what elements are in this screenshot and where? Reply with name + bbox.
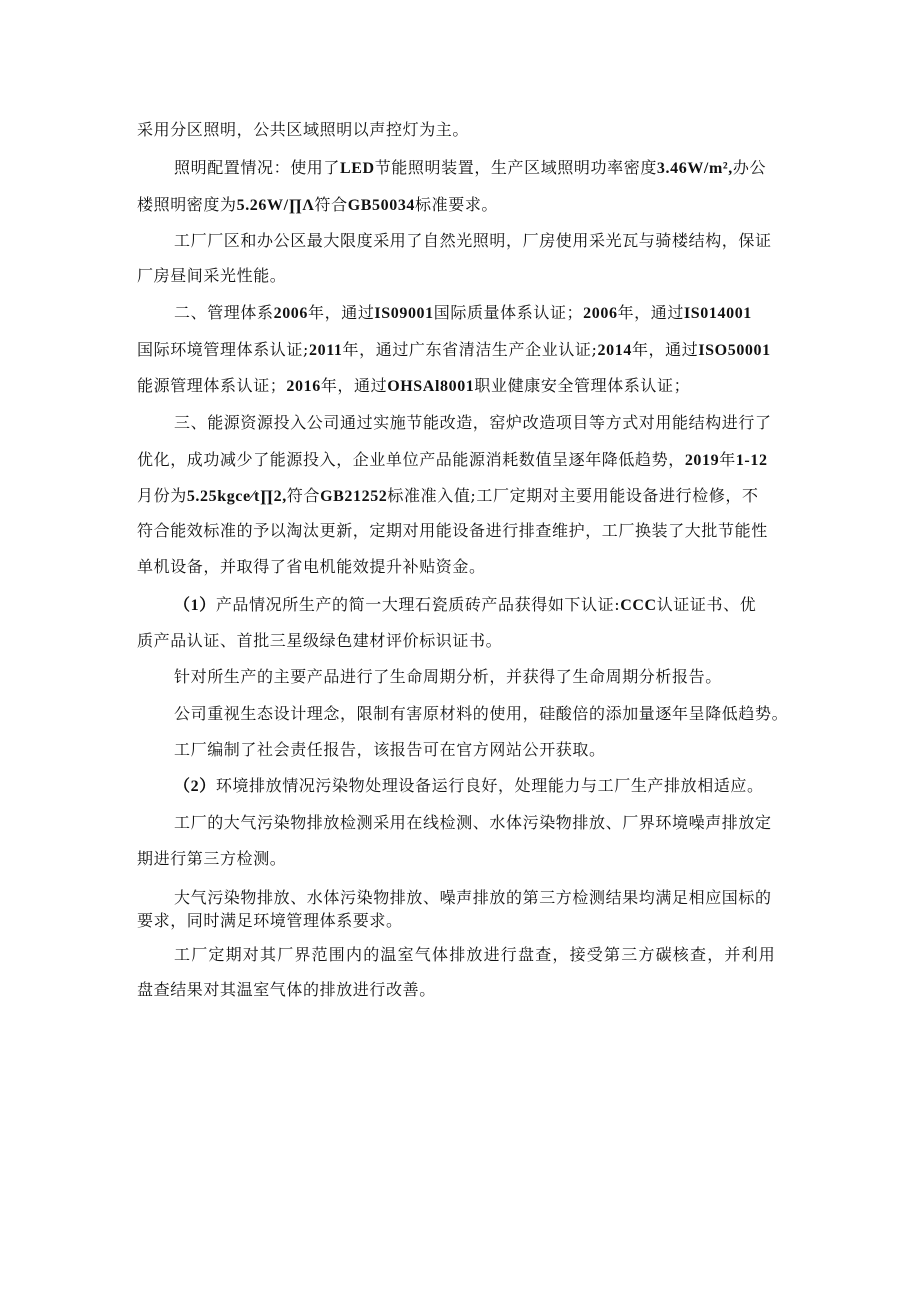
paragraph-product-certification-cont xyxy=(137,630,502,652)
text-run-bold: （1） xyxy=(174,597,216,614)
text-run: 符合 xyxy=(314,195,348,214)
text-run: 节能照明装置，生产区域照明功率密度 xyxy=(374,158,657,177)
text-run-bold: 1-12 xyxy=(735,452,768,469)
paragraph-lighting-config-cont xyxy=(137,194,498,217)
text-run-bold: OHSAl8001 xyxy=(387,378,475,395)
paragraph-greenhouse-gas-cont xyxy=(137,979,436,1001)
text-run-bold: GB50034 xyxy=(347,197,416,214)
text-run-bold: CCC xyxy=(620,597,657,614)
text-run-bold: 2016 xyxy=(286,378,321,395)
paragraph-life-cycle xyxy=(174,666,722,688)
text-run: 优化，成功减少了能源投入，企业单位产品能源消耗数值呈逐年降低趋势， xyxy=(137,450,685,469)
text-line: 要求，同时满足环境管理体系要求。 xyxy=(137,911,403,930)
text-run: 照明配置情况：使用了 xyxy=(174,158,341,177)
text-run-bold: 5.25kgce∕t∏2, xyxy=(186,488,287,505)
text-line: 工厂定期对其厂界范围内的温室气体排放进行盘查，接受第三方碳核查，并利用 xyxy=(174,945,777,964)
text-line: 三、能源资源投入公司通过实施节能改造，窑炉改造项目等方式对用能结构进行了 xyxy=(174,413,772,432)
paragraph-emission-testing-cont xyxy=(137,848,286,870)
text-run: 楼照明密度为 xyxy=(137,195,237,214)
text-run-bold: （2） xyxy=(174,778,216,795)
paragraph-social-responsibility xyxy=(174,739,606,761)
text-run: 国际质量体系认证； xyxy=(433,303,584,322)
text-run: 产品情况所生产的简一大理石瓷质砖产品获得如下认证: xyxy=(215,595,621,614)
paragraph-energy-input xyxy=(174,412,772,434)
text-run-bold: IS09001 xyxy=(374,305,434,322)
paragraph-management-system-cont xyxy=(137,339,771,362)
paragraph-greenhouse-gas xyxy=(174,944,776,966)
text-line: 工厂编制了社会责任报告，该报告可在官方网站公开获取。 xyxy=(174,740,606,759)
paragraph-eco-design xyxy=(174,703,788,725)
text-run: 办公 xyxy=(732,158,767,177)
text-run: 二、管理体系 xyxy=(174,303,274,322)
text-run: 年，通过 xyxy=(308,303,375,322)
text-run: 标准准入值;工厂定期对主要用能设备进行检修，不 xyxy=(387,486,759,505)
text-line: 单机设备，并取得了省电机能效提升补贴资金。 xyxy=(137,557,486,576)
text-run-bold: 3.46W/m², xyxy=(656,160,733,177)
text-run: 能源管理体系认证； xyxy=(137,376,287,395)
text-run: 国际环境管理体系认证; xyxy=(137,340,309,359)
text-run-bold: ISO50001 xyxy=(698,342,771,359)
text-run-bold: IS014001 xyxy=(683,305,752,322)
paragraph-test-results xyxy=(174,887,772,909)
paragraph-management-system xyxy=(174,302,752,325)
paragraph-energy-input-cont xyxy=(137,520,768,542)
paragraph-product-certification xyxy=(174,594,756,617)
text-run-bold: LED xyxy=(340,160,375,177)
text-line: 期进行第三方检测。 xyxy=(137,849,287,868)
text-run: 标准要求。 xyxy=(415,195,499,214)
text-line: 符合能效标准的予以淘汰更新，定期对用能设备进行排查维护，工厂换装了大批节能性 xyxy=(137,521,768,540)
text-line: 针对所生产的主要产品进行了生命周期分析，并获得了生命周期分析报告。 xyxy=(174,667,722,686)
text-run: 年，通过 xyxy=(617,303,684,322)
paragraph-natural-light-cont xyxy=(137,265,286,287)
text-run: 年，通过广东省清洁生产企业认证; xyxy=(342,340,598,359)
text-run: 认证证书、优 xyxy=(656,595,757,614)
paragraph-energy-input-cont xyxy=(137,556,486,578)
paragraph-energy-input-cont xyxy=(137,485,759,508)
text-line: 质产品认证、首批三星级绿色建材评价标识证书。 xyxy=(137,631,503,650)
text-line: 大气污染物排放、水体污染物排放、噪声排放的第三方检测结果均满足相应国标的 xyxy=(174,888,772,907)
paragraph-lighting-zones xyxy=(137,119,469,141)
text-run-bold: 5.26W/∏Λ xyxy=(236,197,315,214)
paragraph-management-system-cont xyxy=(137,375,690,398)
paragraph-test-results-cont xyxy=(137,910,403,932)
text-line: 厂房昼间采光性能。 xyxy=(137,266,287,285)
text-run: 月份为 xyxy=(137,486,187,505)
text-run-bold: 2006 xyxy=(273,305,309,322)
paragraph-natural-light xyxy=(174,230,772,252)
paragraph-lighting-config xyxy=(174,157,766,180)
text-line: 采用分区照明，公共区域照明以声控灯为主。 xyxy=(137,120,470,139)
text-run: 年，通过 xyxy=(631,340,699,359)
text-run-bold: 2011 xyxy=(309,342,343,359)
text-run-bold: 2006 xyxy=(583,305,618,322)
text-line: 工厂的大气污染物排放检测采用在线检测、水体污染物排放、厂界环境噪声排放定 xyxy=(174,813,772,832)
text-run-bold: GB21252 xyxy=(320,488,388,505)
text-run: 符合 xyxy=(286,486,321,505)
text-line: 盘查结果对其温室气体的排放进行改善。 xyxy=(137,980,436,999)
text-run-bold: 2019 xyxy=(684,452,720,469)
text-line: 工厂厂区和办公区最大限度采用了自然光照明，厂房使用采光瓦与骑楼结构，保证 xyxy=(174,231,772,250)
text-run: 职业健康安全管理体系认证； xyxy=(474,376,691,395)
paragraph-energy-input-cont xyxy=(137,449,768,472)
text-run-bold: 2014 xyxy=(597,342,632,359)
text-run: 环境排放情况污染物处理设备运行良好，处理能力与工厂生产排放相适应。 xyxy=(215,776,764,795)
text-line: 公司重视生态设计理念，限制有害原材料的使用，硅酸倍的添加量逐年呈降低趋势。 xyxy=(174,704,789,723)
paragraph-emission-testing xyxy=(174,812,772,834)
paragraph-emissions xyxy=(174,775,764,798)
text-run: 年，通过 xyxy=(320,376,388,395)
text-run: 年 xyxy=(719,450,736,469)
